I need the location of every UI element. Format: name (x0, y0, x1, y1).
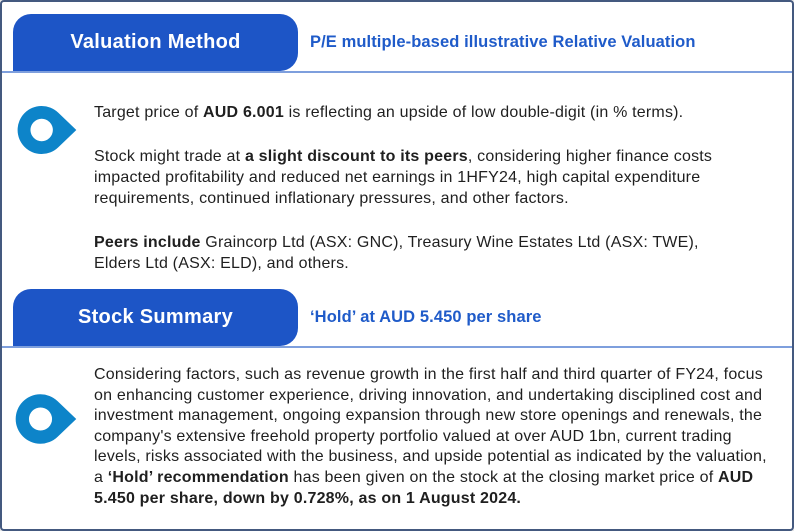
paragraph: Stock might trade at a slight discount to its peers, considering higher finance costs impacted profitability and reduced net earnings in 1HFY24, high capital expenditure requirements, continued inflationary pressures, and other factors. (94, 148, 713, 207)
paragraph: Peers include Graincorp Ltd (ASX: GNC), Treasury Wine Estates Ltd (ASX: TWE), Elders Ltd (ASX: ELD), and others. (94, 234, 699, 272)
paragraph: Target price of AUD 6.001 is reflecting an upside of low double-digit (in % terms). (94, 104, 684, 121)
teardrop-pointer-icon (13, 389, 79, 449)
section-header-label: Stock Summary (77, 306, 234, 328)
stock-summary-subtitle: ‘Hold’ at AUD 5.450 per share (310, 308, 542, 326)
divider (2, 346, 794, 348)
divider (2, 71, 794, 73)
section-header-stock-summary (13, 289, 298, 346)
valuation-method-subtitle: P/E multiple-based illustrative Relative Valuation (310, 33, 696, 51)
teardrop-pointer-icon (15, 101, 79, 159)
section-header-valuation-method (13, 14, 298, 71)
paragraph: Considering factors, such as revenue growth in the first half and third quarter of FY24, focus on enhancing customer experience, driving innovation, and undertaking disciplined cost and investment management, ongoing expansion through new store openings and renewals, the company's extensive freehold property portfolio valued at over AUD 1bn, current trading levels, risks associated with the business, and upside potential as indicated by the valuation, a ‘Hold’ recommendation has been given on the stock at the closing market price of AUD 5.450 per share, down by 0.728%, as on 1 August 2024. (94, 366, 767, 507)
section-header-label: Valuation Method (70, 31, 241, 53)
stock-summary-text (94, 365, 778, 509)
valuation-method-text (94, 102, 778, 274)
